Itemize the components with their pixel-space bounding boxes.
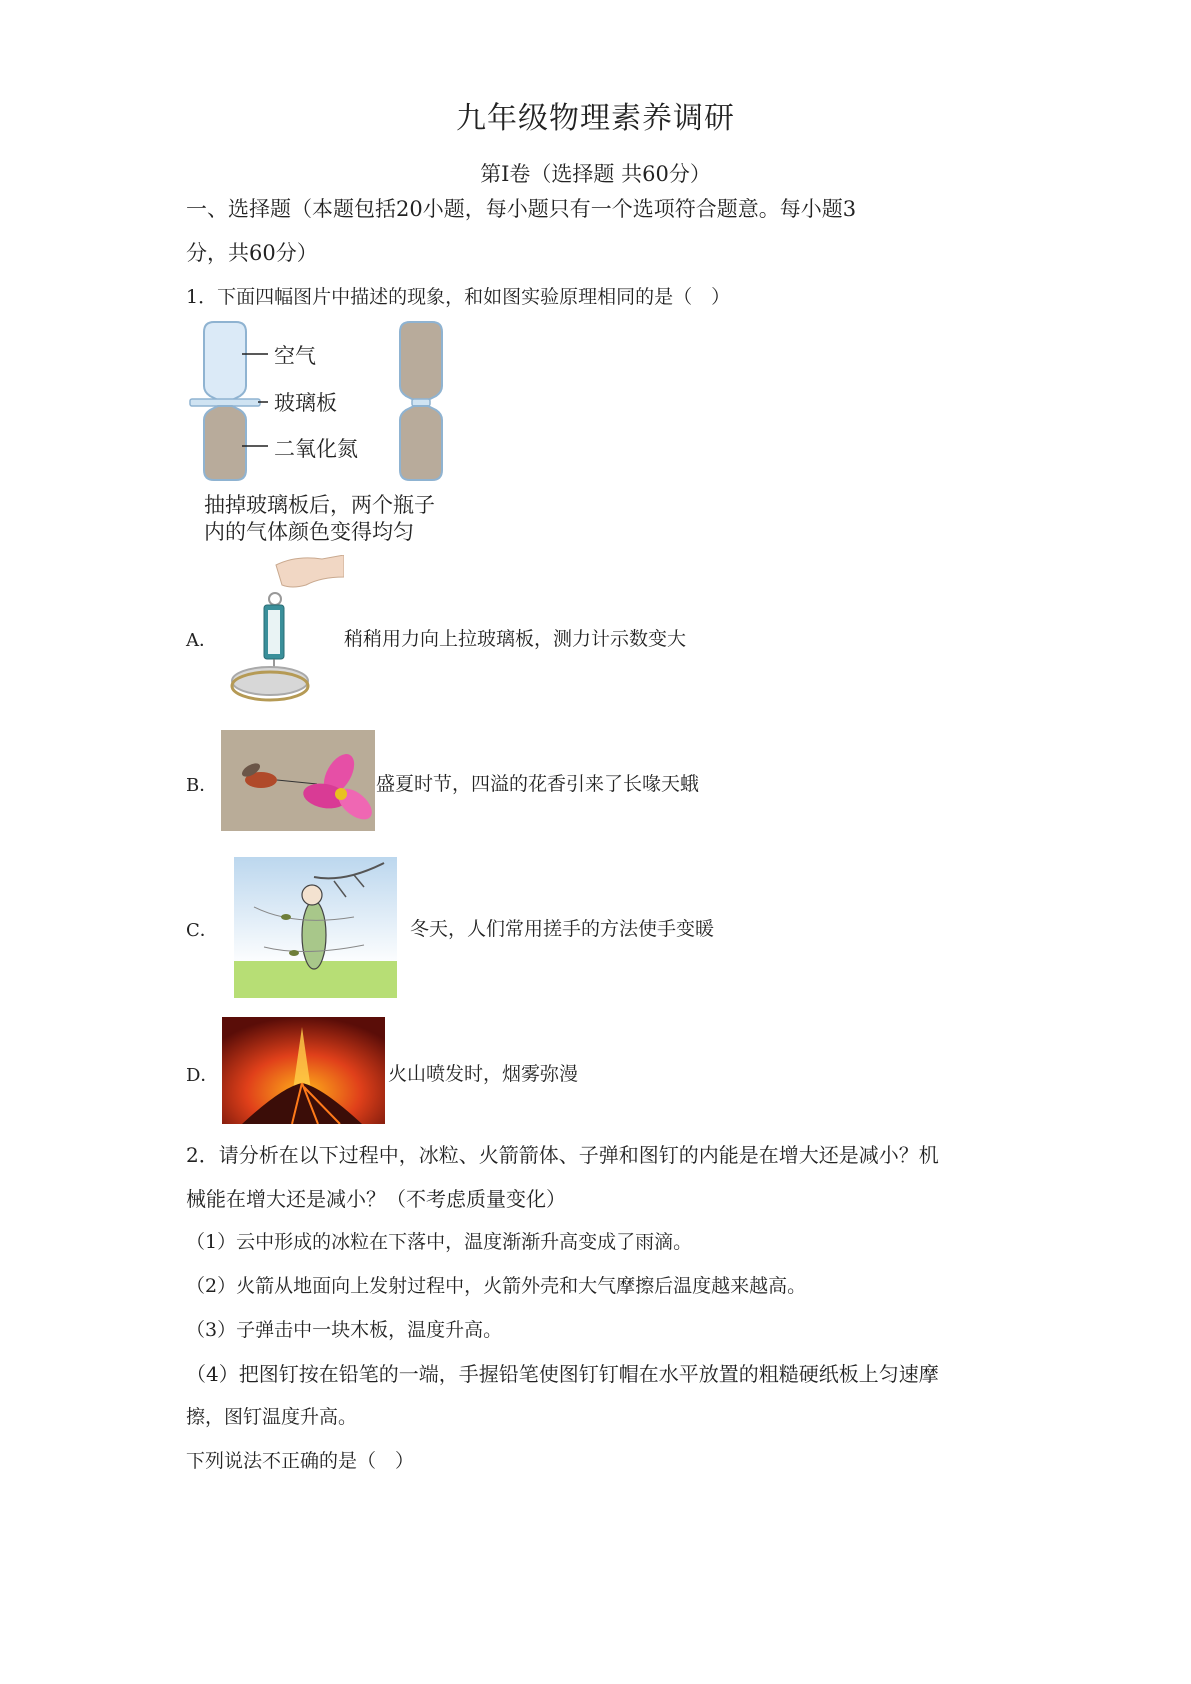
question-2-item-1: （1）云中形成的冰粒在下落中，温度渐渐升高变成了雨滴。 — [186, 1231, 693, 1253]
label-nitrogen-dioxide: 二氧化氮 — [274, 437, 358, 461]
section-subtitle: 第Ⅰ卷（选择题 共60分） — [480, 162, 711, 186]
moth-flower-icon — [221, 730, 375, 831]
question-2-item-2: （2）火箭从地面向上发射过程中，火箭外壳和大气摩擦后温度越来越高。 — [186, 1275, 807, 1297]
page-title: 九年级物理素养调研 — [456, 101, 735, 136]
option-a-text: 稍稍用力向上拉玻璃板，测力计示数变大 — [344, 628, 687, 650]
option-b-text: 盛夏时节，四溢的花香引来了长喙天蛾 — [376, 773, 700, 795]
spring-scale-plate-icon — [226, 555, 344, 707]
question-2-stem-line2: 械能在增大还是减小？（不考虑质量变化） — [186, 1187, 566, 1211]
question-2-ask: 下列说法不正确的是（ ） — [186, 1450, 415, 1472]
option-c-image — [234, 857, 397, 998]
option-a-letter: A． — [186, 630, 217, 651]
wind-person-illustration — [234, 857, 397, 998]
option-a-image — [226, 555, 344, 707]
option-b-letter: B． — [186, 775, 218, 796]
option-d-text: 火山喷发时，烟雾弥漫 — [388, 1063, 579, 1085]
option-b-image — [221, 730, 375, 831]
option-c-letter: C． — [186, 920, 218, 941]
question-2-item-4-line2: 擦，图钉温度升高。 — [186, 1406, 358, 1428]
figure-caption-line2: 内的气体颜色变得均匀 — [204, 520, 414, 544]
section-instructions-line1: 一、选择题（本题包括20小题，每小题只有一个选项符合题意。每小题3 — [186, 197, 857, 221]
section-instructions-line2: 分，共60分） — [186, 241, 318, 265]
question-1-stem: 1．下面四幅图片中描述的现象，和如图实验原理相同的是（ ） — [186, 286, 731, 308]
option-d-image — [222, 1017, 385, 1124]
question-2-item-3: （3）子弹击中一块木板，温度升高。 — [186, 1319, 503, 1341]
label-glass-plate: 玻璃板 — [274, 391, 337, 415]
label-air: 空气 — [274, 344, 316, 368]
volcano-eruption-icon — [222, 1017, 385, 1124]
question-2-stem-line1: 2．请分析在以下过程中，冰粒、火箭箭体、子弹和图钉的内能是在增大还是减小？机 — [186, 1143, 939, 1167]
option-c-text: 冬天，人们常用搓手的方法使手变暖 — [410, 918, 715, 940]
figure-caption-line1: 抽掉玻璃板后，两个瓶子 — [204, 493, 435, 517]
option-d-letter: D． — [186, 1065, 219, 1086]
question-2-item-4-line1: （4）把图钉按在铅笔的一端，手握铅笔使图钉钉帽在水平放置的粗糙硬纸板上匀速摩 — [186, 1362, 939, 1386]
